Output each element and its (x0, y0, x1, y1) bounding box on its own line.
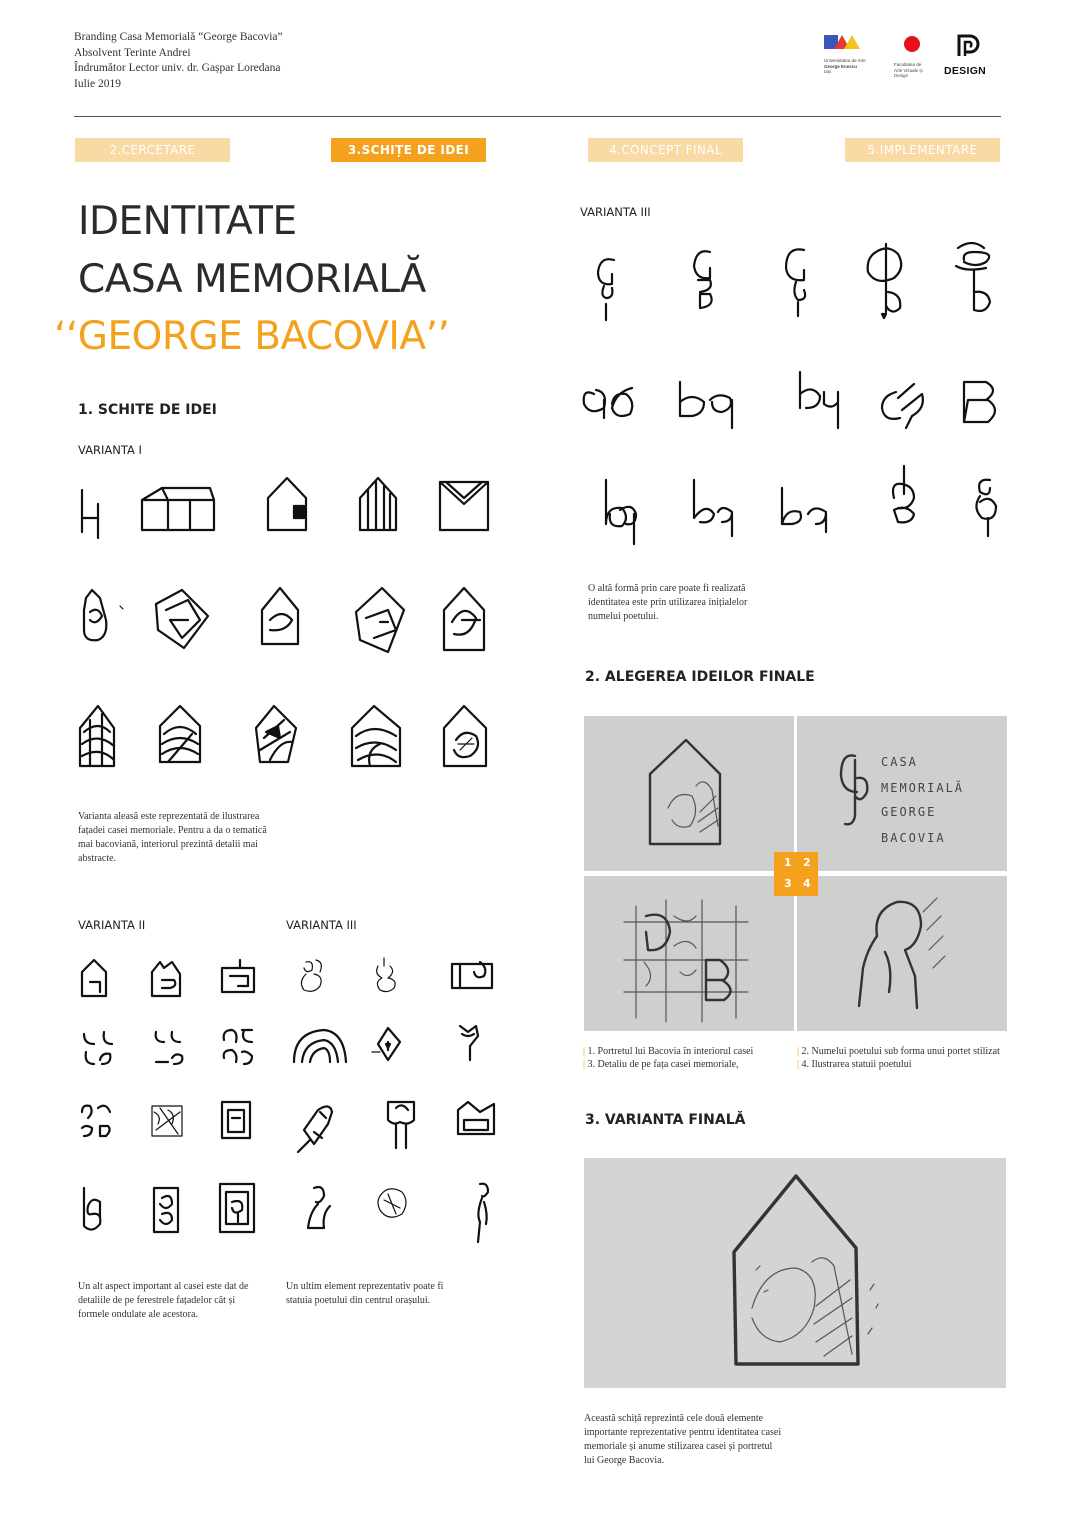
v2-sketch-1 (82, 960, 106, 996)
sketch-1-5 (440, 482, 488, 530)
variant-1-title: VARIANTA I (78, 443, 142, 457)
v3l-sketch-5 (372, 1028, 400, 1060)
author-line: Absolvent Terinte Andrei (74, 46, 191, 59)
sketch-2-1 (84, 590, 123, 640)
sketch-1-4 (360, 478, 396, 530)
v3l-sketch-9 (458, 1102, 494, 1134)
faculty-logo: Facultatea de Arte Vizuale și Design (894, 34, 932, 79)
svg-text:GEORGE: GEORGE (881, 805, 937, 819)
v3l-sketch-6 (460, 1026, 478, 1060)
photo-1-house-portrait (584, 716, 794, 871)
sketch-3-2 (160, 706, 200, 762)
tab-cercetare[interactable]: 2.CERCETARE (75, 138, 230, 162)
v2-sketch-5 (156, 1032, 183, 1064)
sketch-1-1 (82, 490, 98, 538)
initials-3-2 (694, 480, 732, 536)
caption-1: | 1. Portretul lui Bacovia în interiorul casei (583, 1046, 754, 1057)
initials-1-3 (786, 249, 805, 316)
initials-1-5 (956, 243, 990, 311)
initials-2-4 (882, 384, 923, 428)
v2-sketch-6 (224, 1030, 252, 1064)
svg-text:BACOVIA: BACOVIA (881, 831, 946, 845)
sketch-2-2 (156, 590, 208, 648)
sketch-3-4 (352, 706, 400, 766)
v3l-sketch-8 (388, 1102, 414, 1148)
variant-1-text: Varianta aleasă este reprezentată de ilustrarea fațadei casei memoriale. Pentru a da o tematică mai bacoviană, interiorul prezintă detalii mai abstracte. (78, 811, 267, 864)
v3l-sketch-1 (301, 960, 321, 991)
date-line: Iulie 2019 (74, 77, 121, 90)
sketch-2-3 (262, 588, 298, 644)
variant-3-left-text: Un ultim element reprezentativ poate fi statuia poetului din centrul orașului. (286, 1281, 444, 1306)
v2-sketch-2 (152, 962, 180, 996)
svg-text:MEMORIALĂ: MEMORIALĂ (881, 781, 965, 795)
initials-2-3 (800, 372, 838, 428)
initials-text: O altă formă prin care poate fi realizată identitatea este prin utilizarea inițialelor numelui poetului. (588, 583, 748, 622)
photo-4-statue-sketch (797, 876, 1007, 1031)
section-2-title: 2. ALEGEREA IDEILOR FINALE (585, 669, 815, 685)
initials-1-1 (598, 259, 614, 320)
v2-sketch-7 (82, 1106, 110, 1136)
caption-3: | 3. Detaliu de pe fața casei memoriale, (583, 1059, 739, 1070)
v2-sketch-9 (222, 1102, 250, 1138)
title-line-3: ‘‘GEORGE BACOVIA’’ (54, 314, 450, 359)
header-divider (74, 116, 1001, 117)
design-logo: DESIGN (944, 34, 994, 77)
v2-sketch-3 (222, 960, 254, 992)
v3l-sketch-3 (452, 962, 492, 988)
initials-3-5 (976, 480, 996, 536)
photo-2-initials-name (797, 716, 1007, 871)
variant-2-title: VARIANTA II (78, 918, 146, 932)
variant-2-text: Un alt aspect important al casei este dat de detaliile de pe ferestrele fațadelor cât și formele ondulate ale acestora. (78, 1281, 249, 1320)
initials-2-2 (680, 382, 732, 428)
design-mark-icon (956, 34, 986, 58)
svg-text:CASA: CASA (881, 755, 918, 769)
initials-2-5 (964, 382, 995, 422)
header-info (74, 30, 283, 92)
variant-1-sketches (70, 470, 500, 770)
photo-3-facade-detail (584, 876, 794, 1031)
variant-3-title-right: VARIANTA III (580, 205, 651, 219)
sketch-3-3 (256, 706, 296, 762)
university-mark-icon (824, 34, 860, 50)
tab-concept-final[interactable]: 4.CONCEPT FINAL (588, 138, 743, 162)
v3l-sketch-12 (478, 1184, 488, 1242)
v3l-sketch-7 (298, 1106, 332, 1152)
variant-2-sketches (72, 952, 272, 1262)
sketch-2-4 (356, 588, 404, 652)
v3l-sketch-11 (378, 1189, 406, 1217)
initials-3-4 (893, 466, 914, 522)
caption-4: | 4. Ilustrarea statuii poetului (797, 1059, 912, 1070)
title-line-1: IDENTITATE (78, 199, 297, 244)
sketch-1-2 (142, 488, 214, 530)
v2-sketch-10 (84, 1188, 100, 1230)
v2-sketch-8 (152, 1106, 182, 1136)
variant-3-title-left: VARIANTA III (286, 918, 357, 932)
red-dot-icon (902, 34, 922, 54)
initials-1-4 (868, 244, 902, 318)
title-line-2: CASA MEMORIALĂ (78, 257, 426, 302)
initials-1-2 (694, 251, 712, 308)
tab-implementare[interactable]: 5.IMPLEMENTARE (845, 138, 1000, 162)
initials-3-1 (606, 480, 636, 544)
initials-sketches (576, 232, 1006, 552)
project-title: Branding Casa Memorială “George Bacovia” (74, 31, 283, 43)
caption-2: | 2. Numelui poetului sub forma unui portet stilizat (797, 1046, 1000, 1057)
tab-schite-de-idei[interactable]: 3.SCHIȚE DE IDEI (331, 138, 486, 162)
initials-3-3 (782, 488, 826, 532)
final-variant-text: Această schiță reprezintă cele două elemente importante reprezentative pentru identitatea casei memoriale și anume stilizarea casei și portretul lui George Bacovia. (584, 1413, 782, 1466)
sketch-3-1 (80, 706, 114, 766)
v3l-sketch-4 (294, 1030, 346, 1062)
section-3-title: 3. VARIANTA FINALĂ (585, 1112, 746, 1128)
section-1-title: 1. SCHITE DE IDEI (78, 402, 217, 418)
v2-sketch-12 (220, 1184, 254, 1232)
sketch-2-5 (444, 588, 484, 650)
v2-sketch-11 (154, 1188, 178, 1232)
v2-sketch-4 (84, 1032, 112, 1064)
sketch-3-5 (444, 706, 486, 766)
variant-3-left-sketches (284, 952, 514, 1262)
final-variant-photo (584, 1158, 1006, 1388)
grid-number-badge: 1 2 3 4 (774, 852, 818, 896)
v3l-sketch-2 (377, 958, 395, 992)
advisor-line: Îndrumător Lector univ. dr. Gașpar Loredana (74, 62, 281, 74)
initials-2-1 (584, 388, 633, 418)
university-logo: Universitatea de Arte George Enescu Iași (824, 34, 884, 75)
sketch-1-3 (268, 478, 306, 530)
v3l-sketch-10 (308, 1187, 330, 1228)
